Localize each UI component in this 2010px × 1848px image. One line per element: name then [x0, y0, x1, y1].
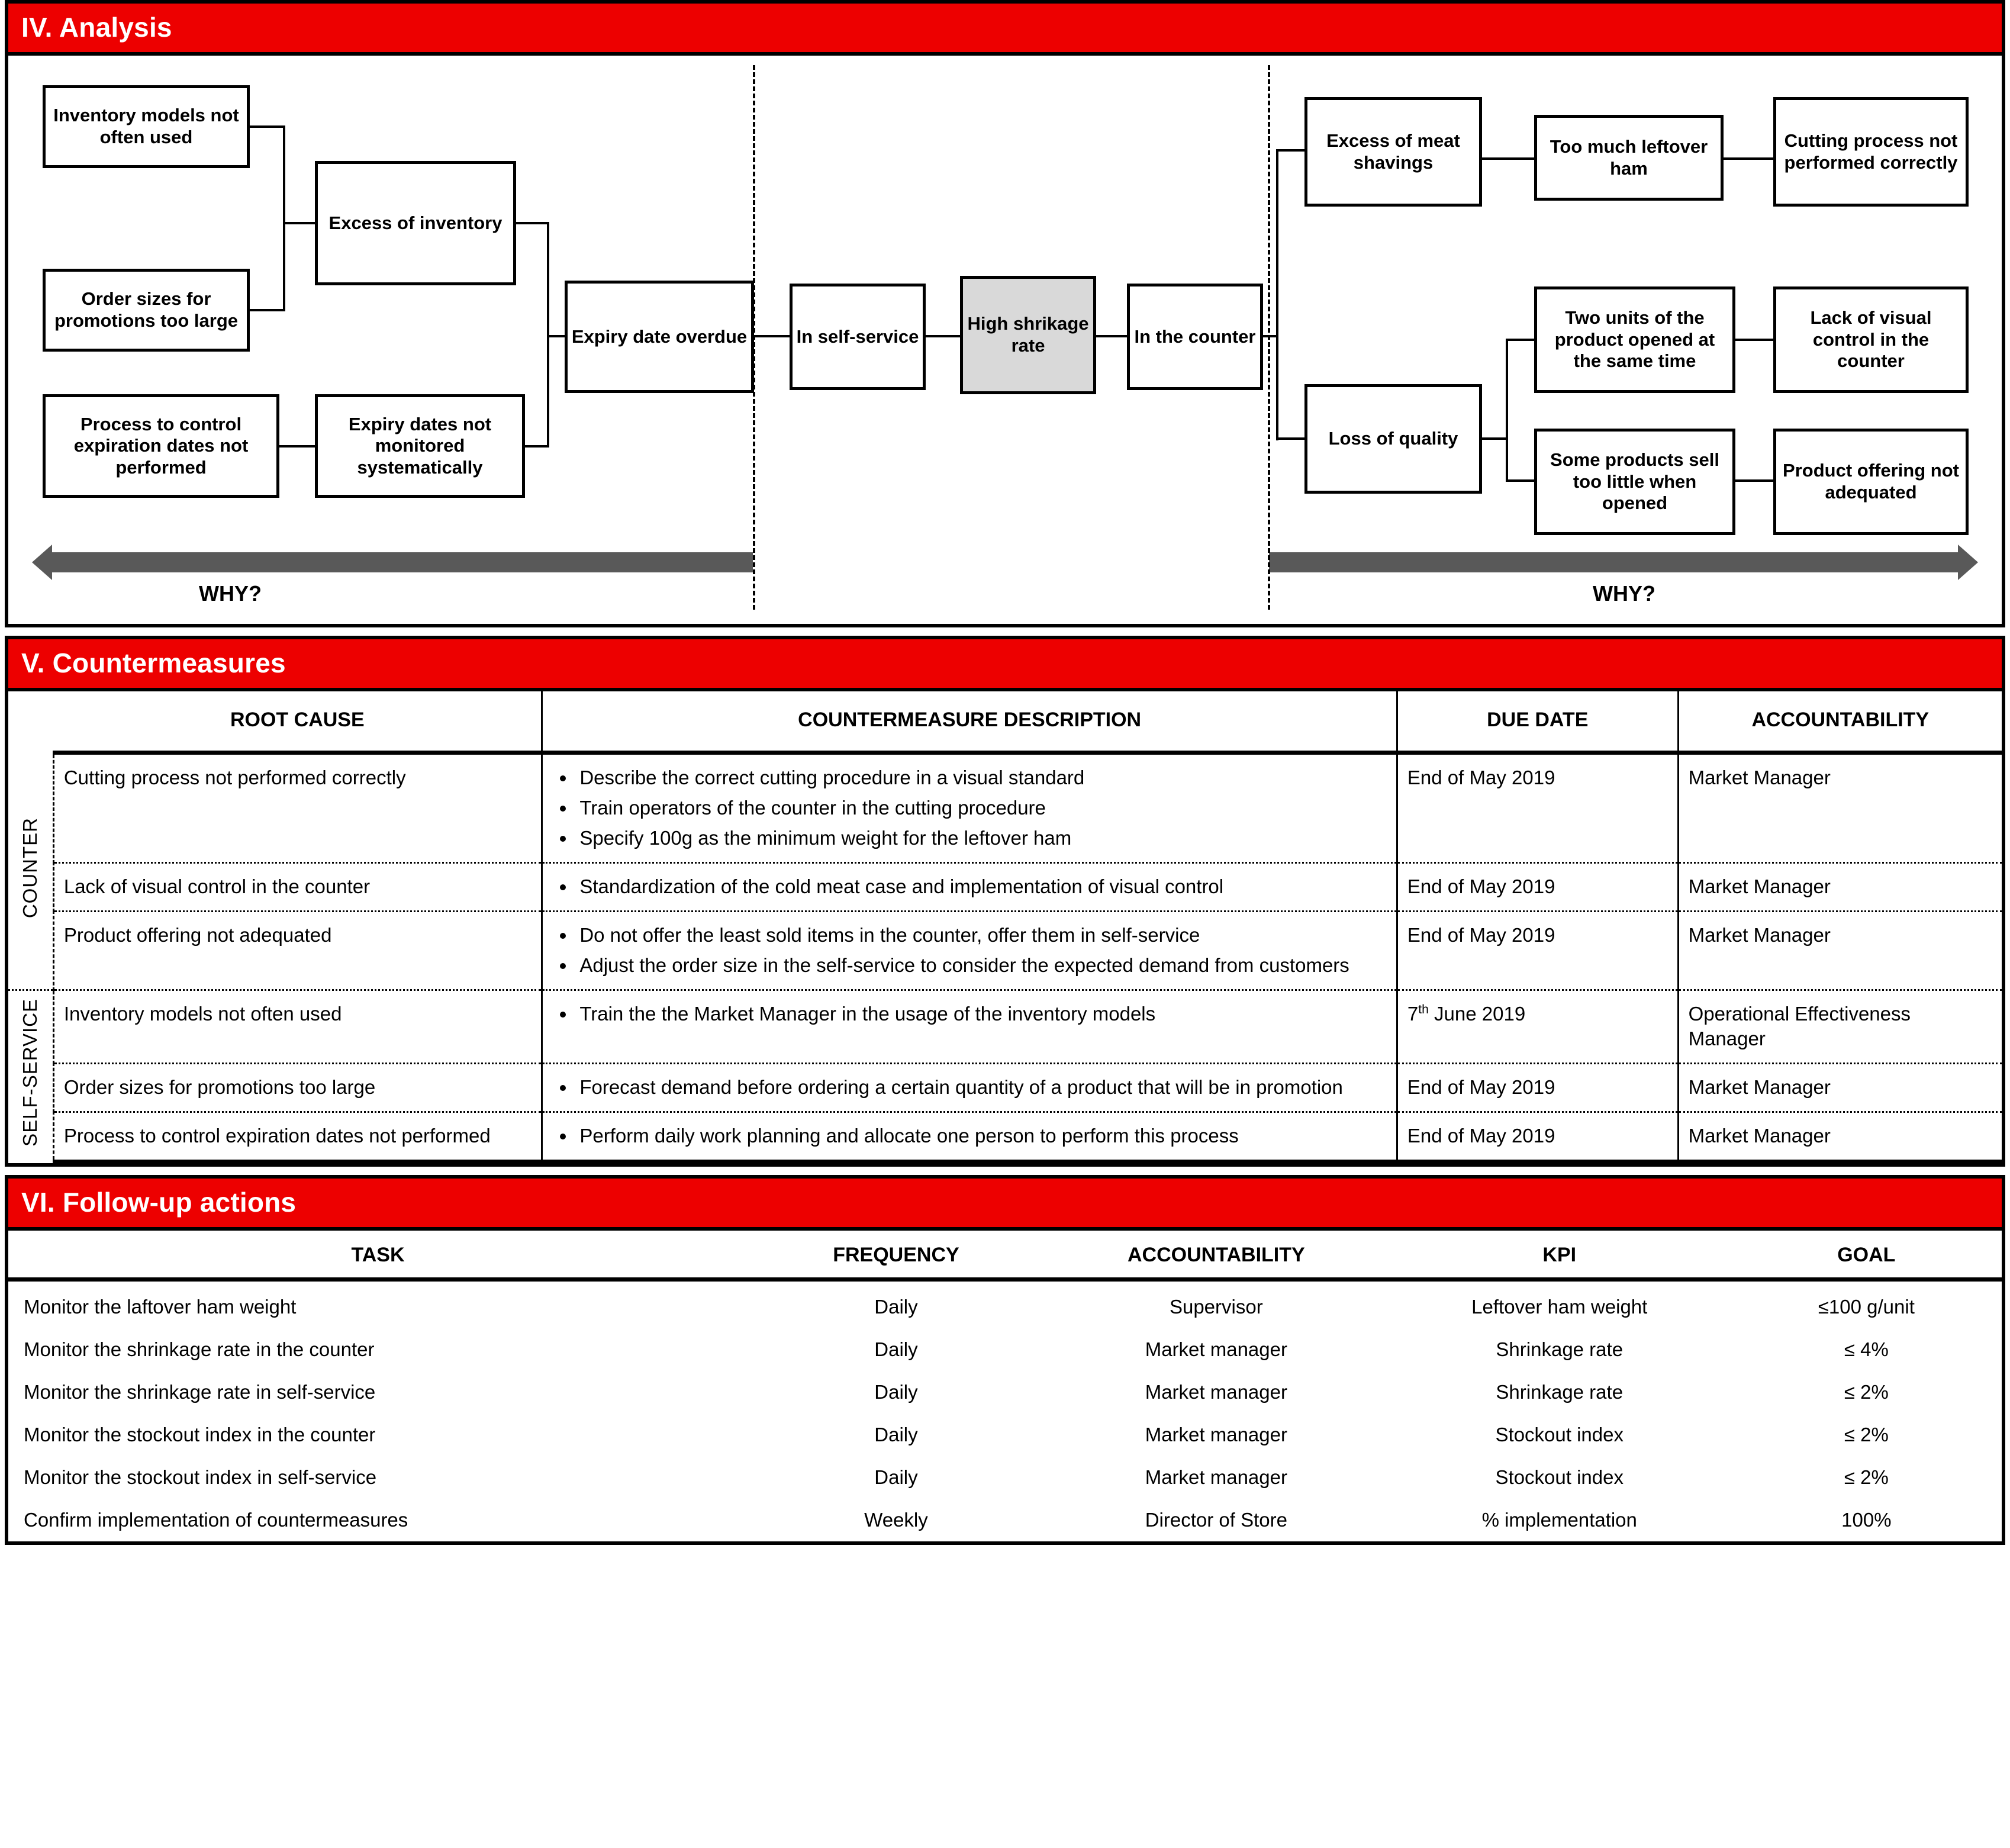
bullet-item: • Standardization of the cold meat case and implementation of visual control: [576, 874, 1387, 900]
bullet-item: • Forecast demand before ordering a certain quantity of a product that will be in promotion: [576, 1075, 1387, 1100]
node-loss-of-quality[interactable]: [1304, 384, 1482, 494]
header-frequency: FREQUENCY: [748, 1231, 1045, 1280]
cell-root-cause: Inventory models not often used: [53, 990, 542, 1064]
node-label: Inventory models not often used: [53, 105, 239, 147]
node-label: In self-service: [796, 326, 919, 347]
header-goal: GOAL: [1731, 1231, 2002, 1280]
cell-description: [542, 990, 1397, 1064]
cell-accountability: Supervisor: [1169, 1296, 1263, 1318]
bullet-item: • Adjust the order size in the self-service to consider the expected demand from customers: [576, 953, 1387, 978]
cell-due-date: End of May 2019: [1397, 862, 1678, 911]
header-kpi: KPI: [1388, 1231, 1731, 1280]
cell-task: Confirm implementation of countermeasures: [24, 1509, 408, 1531]
cell-description: [542, 911, 1397, 990]
cell-frequency: Daily: [874, 1296, 918, 1318]
cell-task: Monitor the stockout index in the counter: [24, 1424, 376, 1446]
connector: [1480, 437, 1508, 440]
cell-task: Monitor the shrinkage rate in self-service: [24, 1381, 376, 1403]
table-row: [8, 911, 2002, 990]
header-accountability: ACCOUNTABILITY: [1678, 691, 2002, 753]
arrow-head-right-icon: [1958, 545, 1978, 580]
connector: [250, 125, 285, 128]
node-in-the-counter[interactable]: [1127, 284, 1263, 390]
node-inventory-models[interactable]: [43, 85, 250, 168]
table-row: [8, 1328, 2002, 1371]
header-task: TASK: [8, 1231, 748, 1280]
bullet-item: • Train operators of the counter in the cutting procedure: [576, 796, 1387, 821]
connector: [283, 222, 317, 224]
table-header-row: [8, 691, 2002, 753]
connector: [1733, 479, 1776, 482]
table-row: [8, 1280, 2002, 1329]
connector: [925, 335, 962, 337]
why-label-left: WHY?: [199, 581, 262, 606]
node-label: High shrikage rate: [967, 313, 1089, 356]
connector: [1480, 157, 1537, 160]
cell-task: Monitor the stockout index in self-service: [24, 1466, 377, 1489]
cell-root-cause: Cutting process not performed correctly: [53, 753, 542, 863]
cell-frequency: Daily: [874, 1424, 918, 1446]
bullet-list: [552, 765, 1387, 851]
bullet-item: • Describe the correct cutting procedure in a visual standard: [576, 765, 1387, 791]
connector: [753, 335, 792, 337]
arrow-head-left-icon: [32, 545, 52, 580]
cell-accountability: Market manager: [1145, 1466, 1287, 1489]
bullet-item: • Do not offer the least sold items in the counter, offer them in self-service: [576, 923, 1387, 948]
node-two-units-opened[interactable]: [1534, 286, 1735, 393]
node-label: Too much leftover ham: [1550, 136, 1708, 179]
cell-kpi: Stockout index: [1495, 1424, 1624, 1446]
analysis-section: [5, 0, 2005, 627]
node-excess-meat-shavings[interactable]: [1304, 97, 1482, 207]
node-expiry-date-overdue[interactable]: [565, 281, 754, 393]
connector: [523, 445, 549, 447]
cell-accountability: Market Manager: [1678, 911, 2002, 990]
node-label: Expiry dates not monitored systematically: [348, 413, 492, 478]
connector: [547, 335, 567, 337]
countermeasures-section-title: V. Countermeasures: [8, 639, 2002, 691]
table-row: [8, 753, 2002, 863]
table-row: [8, 1456, 2002, 1499]
bullet-list: [552, 1075, 1387, 1100]
node-too-much-leftover-ham[interactable]: [1534, 115, 1724, 201]
cell-accountability: Market Manager: [1678, 1112, 2002, 1161]
table-row: [8, 862, 2002, 911]
cell-kpi: Shrinkage rate: [1496, 1381, 1624, 1403]
cell-frequency: Weekly: [864, 1509, 928, 1531]
node-some-products-sell-little[interactable]: [1534, 429, 1735, 535]
cell-due-date: End of May 2019: [1397, 911, 1678, 990]
connector: [1506, 339, 1537, 341]
cell-kpi: % implementation: [1481, 1509, 1637, 1531]
cell-kpi: Shrinkage rate: [1496, 1338, 1624, 1361]
header-due-date: DUE DATE: [1397, 691, 1678, 753]
header-countermeasure-description: COUNTERMEASURE DESCRIPTION: [542, 691, 1397, 753]
cell-description: [542, 1112, 1397, 1161]
connector: [1506, 479, 1537, 482]
node-lack-visual-control[interactable]: [1773, 286, 1969, 393]
connector: [1733, 339, 1776, 341]
connector: [1276, 149, 1307, 152]
table-row: [8, 1499, 2002, 1541]
cell-goal: 100%: [1841, 1509, 1892, 1531]
node-excess-inventory[interactable]: [315, 161, 516, 285]
followup-actions-table: [8, 1231, 2002, 1541]
connector: [1506, 339, 1508, 481]
fishbone-why-diagram: [8, 56, 2002, 624]
cell-root-cause: Process to control expiration dates not performed: [53, 1112, 542, 1161]
bullet-list: [552, 923, 1387, 978]
cell-frequency: Daily: [874, 1381, 918, 1403]
node-order-sizes[interactable]: [43, 269, 250, 352]
cell-task: Monitor the shrinkage rate in the counter: [24, 1338, 375, 1361]
node-label: Excess of inventory: [328, 212, 502, 233]
due-date-rest: June 2019: [1428, 1002, 1526, 1025]
why-arrow-right-group: [1269, 545, 1979, 616]
group-col-header: [8, 691, 53, 753]
node-label: In the counter: [1134, 326, 1256, 347]
node-label: Two units of the product opened at the same time: [1554, 307, 1715, 372]
cell-kpi: Leftover ham weight: [1471, 1296, 1648, 1318]
node-label: Process to control expiration dates not performed: [73, 413, 249, 478]
table-row: [8, 1064, 2002, 1112]
arrow-shaft: [51, 552, 753, 572]
cell-due-date: End of May 2019: [1397, 753, 1678, 863]
cell-accountability: Market manager: [1145, 1424, 1287, 1446]
bullet-item: • Specify 100g as the minimum weight for the leftover ham: [576, 826, 1387, 851]
cell-due-date: End of May 2019: [1397, 1112, 1678, 1161]
cell-accountability: Market Manager: [1678, 862, 2002, 911]
node-label: Product offering not adequated: [1783, 460, 1959, 503]
connector: [515, 222, 549, 224]
cell-accountability: Market manager: [1145, 1381, 1287, 1403]
node-label: Some products sell too little when opened: [1550, 449, 1719, 514]
cell-description: [542, 862, 1397, 911]
followup-section-title: VI. Follow-up actions: [8, 1179, 2002, 1231]
node-label: Lack of visual control in the counter: [1810, 307, 1932, 372]
connector: [250, 309, 285, 311]
cell-due-date: End of May 2019: [1397, 1064, 1678, 1112]
header-accountability: ACCOUNTABILITY: [1045, 1231, 1388, 1280]
cell-root-cause: Lack of visual control in the counter: [53, 862, 542, 911]
followup-section: [5, 1175, 2005, 1545]
right-dashed-divider: [1268, 65, 1270, 610]
group-label-self-service: SELF-SERVICE: [8, 990, 53, 1161]
cell-accountability: Market Manager: [1678, 1064, 2002, 1112]
cell-goal: ≤ 2%: [1844, 1381, 1889, 1403]
cell-accountability: Director of Store: [1145, 1509, 1287, 1531]
connector: [1721, 157, 1776, 160]
table-row: [8, 1371, 2002, 1414]
group-label-counter: COUNTER: [8, 753, 53, 990]
connector: [279, 445, 317, 447]
cell-accountability: Operational Effectiveness Manager: [1678, 990, 2002, 1064]
connector: [1263, 335, 1278, 337]
table-row: [8, 1414, 2002, 1456]
cell-due-date: [1397, 990, 1678, 1064]
due-date-day: 7: [1407, 1002, 1419, 1025]
cell-goal: ≤ 4%: [1844, 1338, 1889, 1361]
cell-description: [542, 1064, 1397, 1112]
node-expiry-dates-not-monitored[interactable]: [315, 394, 525, 498]
node-label: Expiry date overdue: [571, 326, 748, 347]
cell-kpi: Stockout index: [1495, 1466, 1624, 1489]
table-header-row: [8, 1231, 2002, 1280]
connector: [1276, 437, 1307, 440]
cell-goal: ≤ 2%: [1844, 1466, 1889, 1489]
connector: [1095, 335, 1129, 337]
cell-frequency: Daily: [874, 1466, 918, 1489]
cell-accountability: Market Manager: [1688, 767, 1831, 789]
node-in-self-service[interactable]: [790, 284, 926, 390]
arrow-shaft: [1269, 552, 1959, 572]
bullet-item: • Train the the Market Manager in the usage of the inventory models: [576, 1002, 1387, 1027]
cell-description: [542, 753, 1397, 863]
node-cutting-process[interactable]: [1773, 97, 1969, 207]
cell-task: Monitor the laftover ham weight: [24, 1296, 297, 1318]
table-row: [8, 1112, 2002, 1161]
connector: [1276, 149, 1278, 440]
cell-root-cause: Product offering not adequated: [53, 911, 542, 990]
connector: [283, 125, 285, 311]
bullet-list: [552, 1123, 1387, 1149]
cell-goal: ≤100 g/unit: [1818, 1296, 1915, 1318]
cell-goal: ≤ 2%: [1844, 1424, 1889, 1446]
cell-frequency: Daily: [874, 1338, 918, 1361]
cell-accountability: Market manager: [1145, 1338, 1287, 1361]
cell-root-cause: Order sizes for promotions too large: [53, 1064, 542, 1112]
bullet-item: • Perform daily work planning and allocate one person to perform this process: [576, 1123, 1387, 1149]
countermeasures-table: [8, 691, 2002, 1163]
node-label: Loss of quality: [1328, 428, 1458, 449]
due-date-ordinal: th: [1418, 1002, 1429, 1016]
connector: [547, 222, 549, 447]
why-label-right: WHY?: [1593, 581, 1655, 606]
why-arrow-left-group: [32, 545, 755, 616]
table-row: [8, 990, 2002, 1064]
bullet-list: [552, 1002, 1387, 1027]
node-label: Excess of meat shavings: [1326, 130, 1460, 173]
node-label: Cutting process not performed correctly: [1784, 130, 1958, 173]
analysis-section-title: IV. Analysis: [8, 4, 2002, 56]
node-process-control[interactable]: [43, 394, 279, 498]
countermeasures-section: [5, 636, 2005, 1167]
node-high-shrinkage-rate[interactable]: [960, 276, 1096, 394]
header-root-cause: ROOT CAUSE: [53, 691, 542, 753]
node-product-offering[interactable]: [1773, 429, 1969, 535]
node-label: Order sizes for promotions too large: [54, 288, 238, 331]
bullet-list: [552, 874, 1387, 900]
